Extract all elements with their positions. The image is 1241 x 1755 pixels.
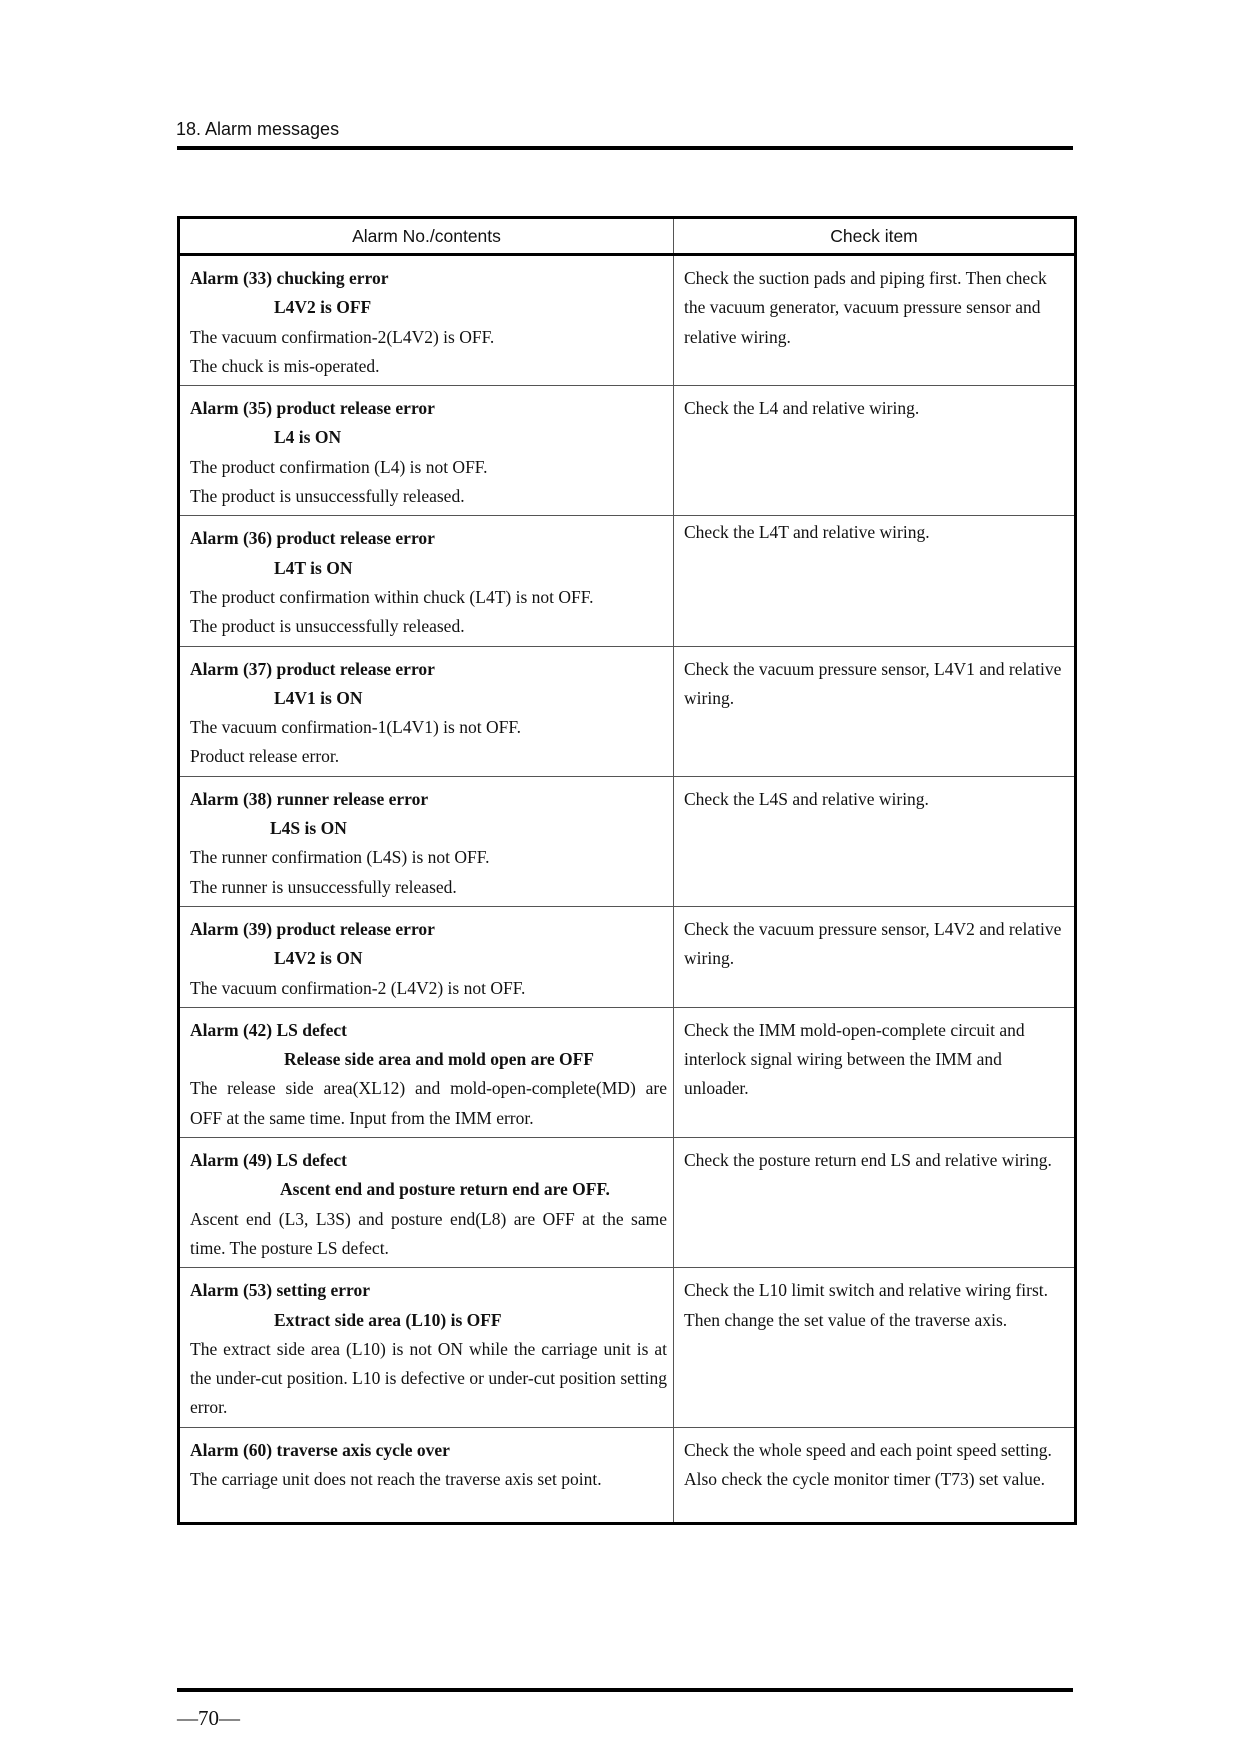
alarm-condition: L4V1 is ON [274,687,363,708]
alarm-title: Alarm (39) product release error [190,918,435,939]
alarm-cell [179,255,674,386]
check-cell: Check the IMM mold-open-complete circuit and interlock signal wiring between the IMM and unloader. [674,1007,1076,1137]
alarm-title: Alarm (42) LS defect [190,1019,347,1040]
alarm-description: Ascent end (L3, L3S) and posture end(L8) are OFF at the same time. The posture LS defect. [190,1208,667,1258]
alarm-cell [179,906,674,1007]
alarm-description: The extract side area (L10) is not ON while the carriage unit is at the under-cut position. L10 is defective or under-cut position setting error. [190,1338,667,1418]
table-row [179,906,1076,1007]
alarm-description: The chuck is mis-operated. [190,355,380,376]
header-rule [177,146,1073,150]
check-cell: Check the vacuum pressure sensor, L4V1 and relative wiring. [674,646,1076,776]
table-row [179,1427,1076,1523]
alarm-cell [179,1427,674,1523]
section-header: 18. Alarm messages [176,119,340,139]
check-cell: Check the suction pads and piping first. Then check the vacuum generator, vacuum pressure sensor and relative wiring. [674,255,1076,386]
alarm-cell [179,1138,674,1268]
alarm-condition: L4V2 is OFF [274,297,372,318]
table-row [179,776,1076,906]
alarm-description: The runner confirmation (L4S) is not OFF. [190,847,490,868]
table-row [179,646,1076,776]
table-header-row [179,218,1076,255]
check-cell: Check the L4T and relative wiring. [674,516,1076,646]
alarm-cell [179,386,674,516]
check-cell: Check the whole speed and each point speed setting. Also check the cycle monitor timer (T73) set value. [674,1427,1076,1523]
page-number: —70— [177,1706,240,1730]
alarm-title: Alarm (33) chucking error [190,268,389,288]
alarm-table [177,216,1077,1525]
alarm-condition: L4T is ON [274,557,353,578]
alarm-cell [179,776,674,906]
table-row [179,1138,1076,1268]
alarm-description: Product release error. [190,746,340,767]
column-header-alarm: Alarm No./contents [179,218,674,255]
alarm-condition: L4V2 is ON [274,948,363,969]
check-cell: Check the posture return end LS and relative wiring. [674,1138,1076,1268]
alarm-title: Alarm (38) runner release error [190,788,429,809]
alarm-description: The vacuum confirmation-2 (L4V2) is not OFF. [190,977,526,998]
table-row [179,516,1076,646]
alarm-description: The carriage unit does not reach the traverse axis set point. [190,1468,602,1489]
check-cell: Check the vacuum pressure sensor, L4V2 and relative wiring. [674,906,1076,1007]
footer-rule [177,1688,1073,1692]
alarm-cell [179,646,674,776]
alarm-cell [179,1268,674,1427]
alarm-title: Alarm (49) LS defect [190,1150,347,1171]
alarm-title: Alarm (53) setting error [190,1280,370,1301]
alarm-condition: L4 is ON [274,427,342,448]
alarm-description: The product is unsuccessfully released. [190,616,465,637]
table-row [179,386,1076,516]
alarm-condition: Extract side area (L10) is OFF [274,1309,502,1330]
table-row [179,1268,1076,1427]
check-cell: Check the L4S and relative wiring. [674,776,1076,906]
alarm-condition: Ascent end and posture return end are OFF. [280,1179,610,1200]
alarm-cell [179,1007,674,1137]
alarm-description: The product confirmation (L4) is not OFF. [190,456,488,477]
alarm-description: The vacuum confirmation-2(L4V2) is OFF. [190,326,495,347]
alarm-title: Alarm (60) traverse axis cycle over [190,1439,450,1460]
alarm-condition: Release side area and mold open are OFF [284,1049,594,1070]
alarm-description: The product is unsuccessfully released. [190,486,465,507]
alarm-cell [179,516,674,646]
alarm-title: Alarm (37) product release error [190,658,435,679]
check-cell: Check the L4 and relative wiring. [674,386,1076,516]
alarm-description: The runner is unsuccessfully released. [190,876,457,897]
alarm-title: Alarm (35) product release error [190,398,435,419]
table-row [179,255,1076,386]
alarm-title: Alarm (36) product release error [190,528,435,549]
alarm-description: The vacuum confirmation-1(L4V1) is not OFF. [190,717,522,738]
column-header-check: Check item [674,218,1076,255]
check-cell: Check the L10 limit switch and relative wiring first. Then change the set value of the traverse axis. [674,1268,1076,1427]
alarm-description: The product confirmation within chuck (L4T) is not OFF. [190,586,594,607]
table-row [179,1007,1076,1137]
alarm-condition: L4S is ON [270,818,347,839]
alarm-description: The release side area(XL12) and mold-open-complete(MD) are OFF at the same time. Input from the IMM error. [190,1078,667,1128]
